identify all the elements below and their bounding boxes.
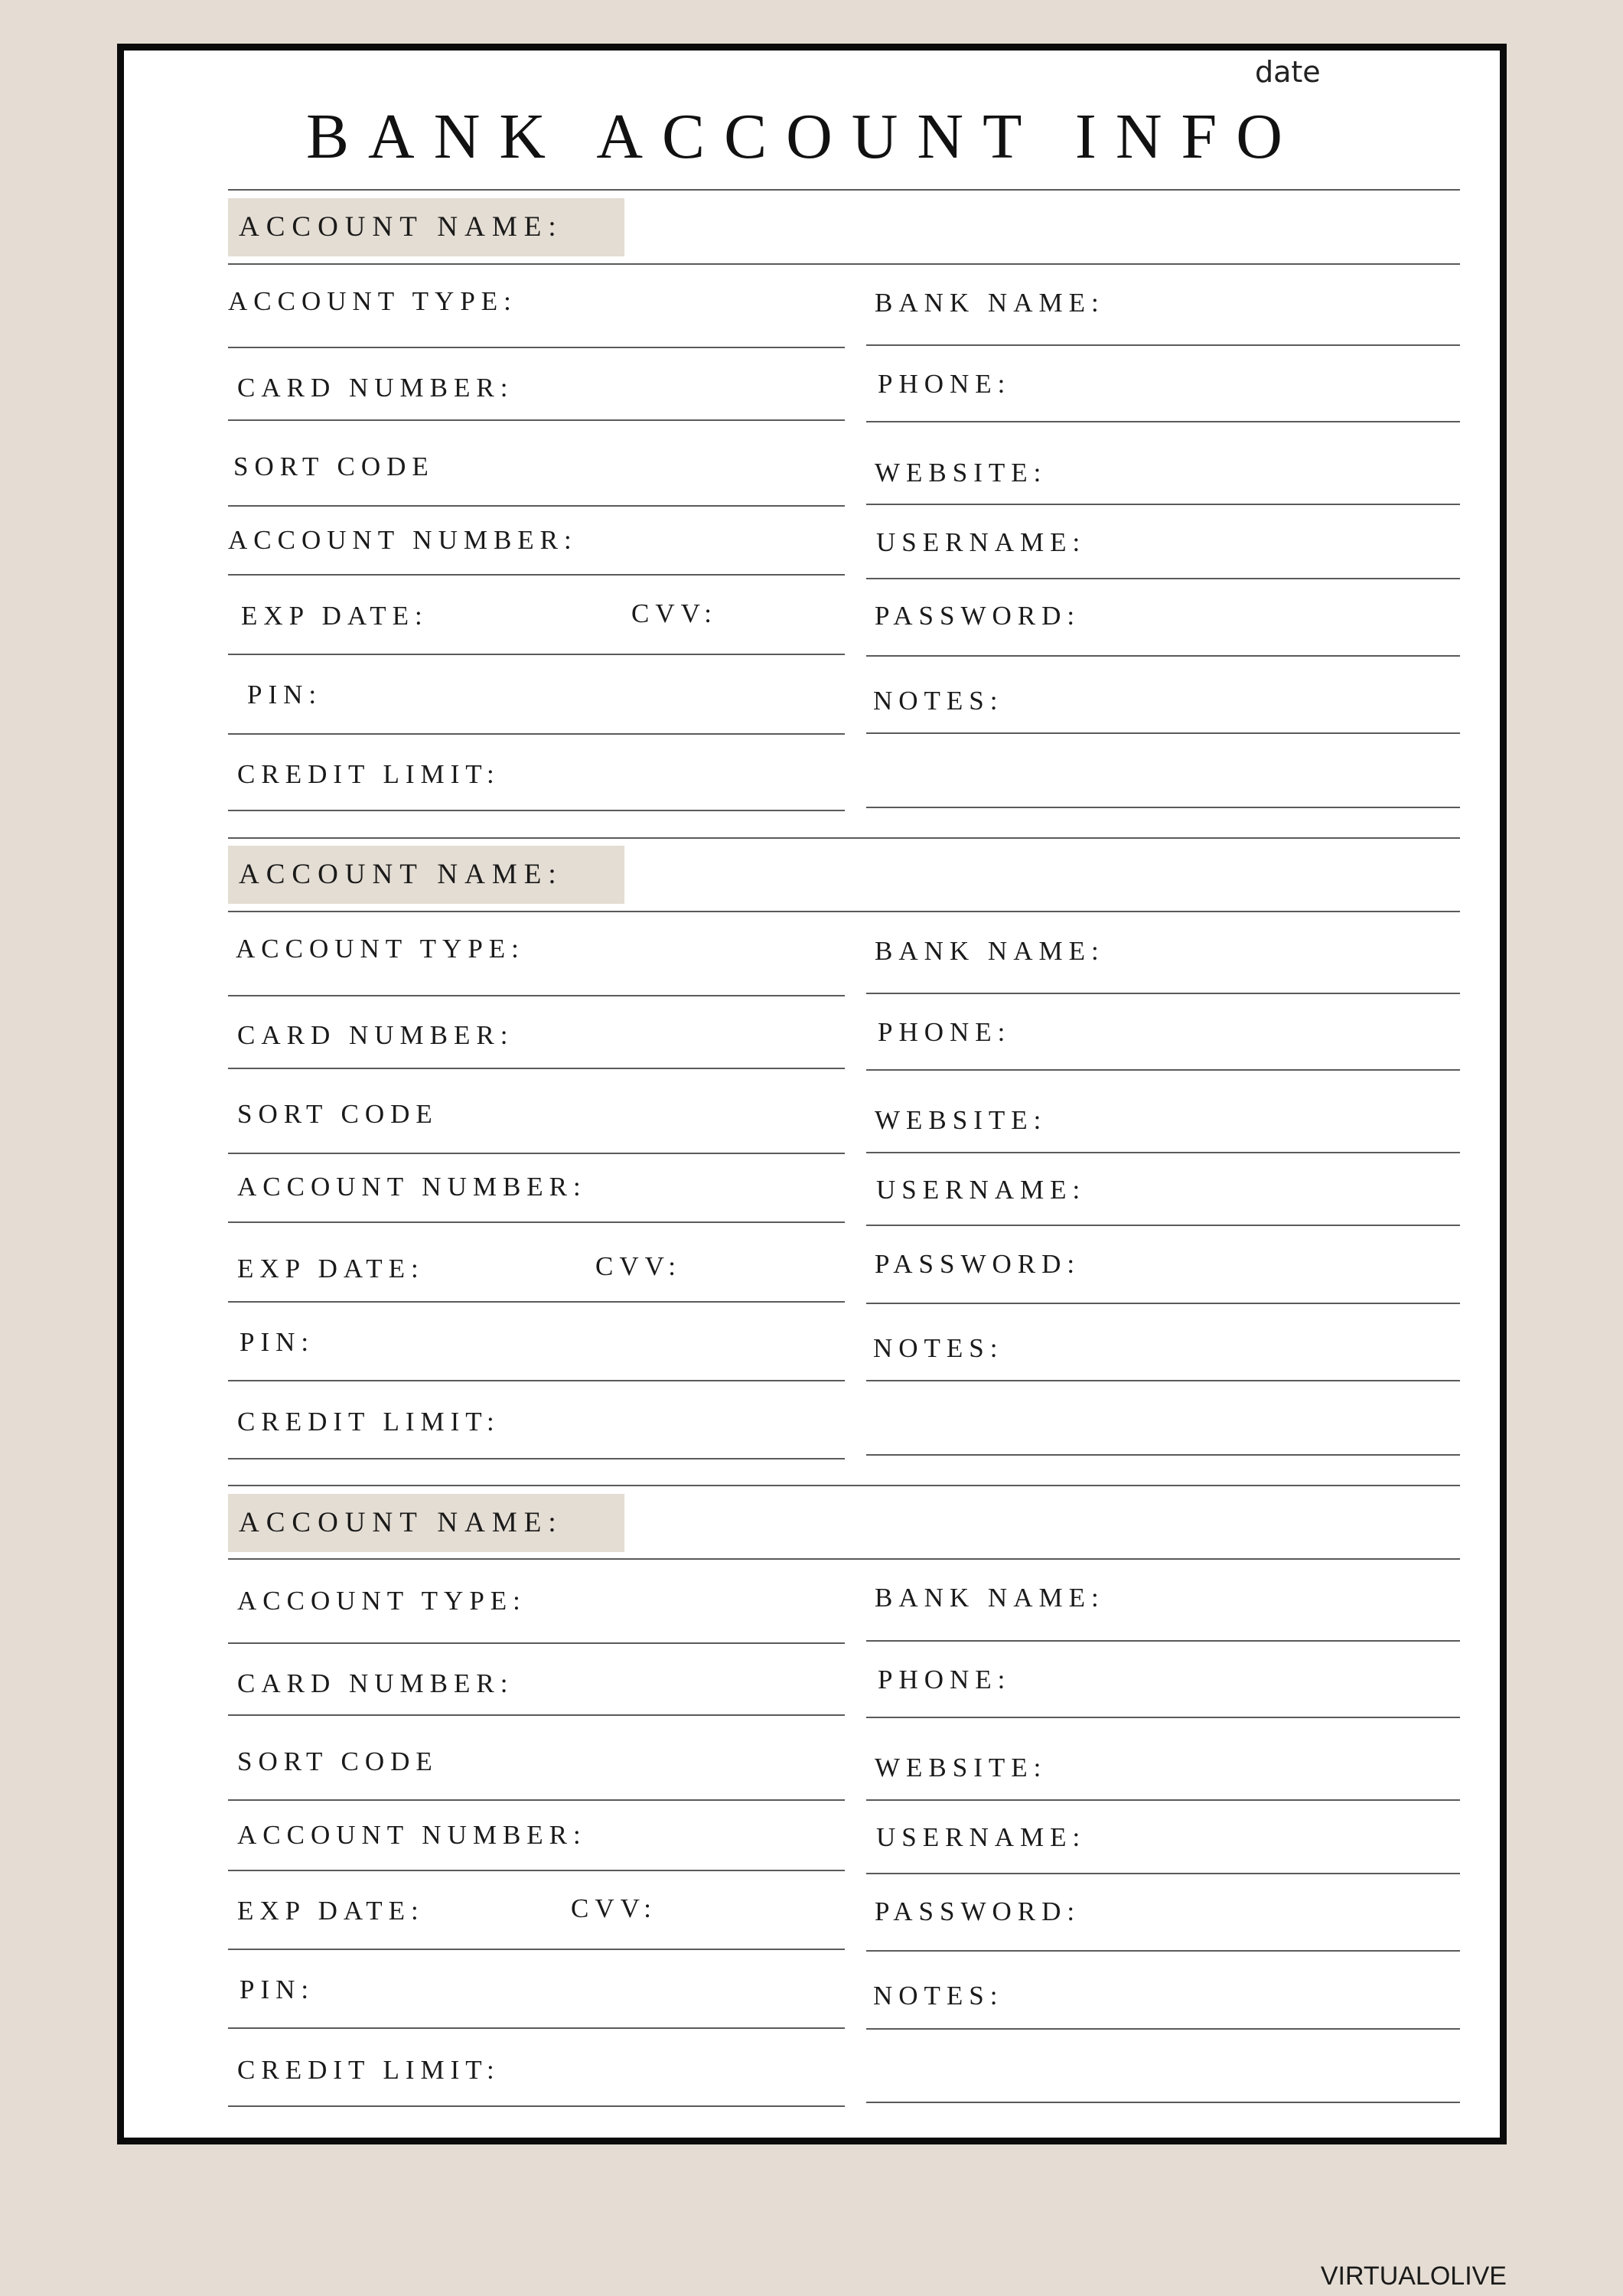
account-type-label: ACCOUNT TYPE:: [236, 934, 525, 964]
password-label: PASSWORD:: [875, 601, 1081, 631]
phone-line[interactable]: [866, 1717, 1460, 1718]
card-number-label: CARD NUMBER:: [237, 1668, 514, 1698]
brand-watermark: VIRTUALOLIVE: [1320, 2262, 1507, 2291]
website-label: WEBSITE:: [875, 1753, 1048, 1782]
title-divider: [228, 189, 1460, 191]
bank-name-line[interactable]: [866, 344, 1460, 346]
account-name-label: ACCOUNT NAME:: [239, 859, 563, 890]
account-number-label: ACCOUNT NUMBER:: [237, 1820, 587, 1850]
cvv-label: CVV:: [595, 1251, 683, 1281]
username-label: USERNAME:: [876, 1175, 1087, 1205]
section-divider: [228, 1558, 1460, 1560]
bank-name-label: BANK NAME:: [875, 288, 1105, 318]
exp-date-line[interactable]: [228, 1949, 845, 1950]
pin-label: PIN:: [240, 1327, 315, 1357]
website-label: WEBSITE:: [875, 1105, 1048, 1135]
account-type-line[interactable]: [228, 347, 845, 348]
card-number-line[interactable]: [228, 419, 845, 421]
phone-label: PHONE:: [878, 1017, 1012, 1047]
page-title: BANK ACCOUNT INFO: [306, 101, 1302, 172]
account-name-label: ACCOUNT NAME:: [239, 1507, 563, 1538]
sort-code-label: SORT CODE: [237, 1746, 438, 1776]
notes-label: NOTES:: [873, 1981, 1004, 2011]
sort-code-line[interactable]: [228, 1153, 845, 1154]
notes-line[interactable]: [866, 1380, 1460, 1381]
account-number-line[interactable]: [228, 1870, 845, 1871]
account-name-label: ACCOUNT NAME:: [239, 211, 563, 243]
password-label: PASSWORD:: [875, 1249, 1081, 1279]
exp-date-label: EXP DATE:: [237, 1254, 425, 1283]
exp-date-line[interactable]: [228, 1301, 845, 1303]
pin-label: PIN:: [240, 1975, 315, 2004]
account-type-line[interactable]: [228, 1642, 845, 1644]
bank-name-line[interactable]: [866, 1640, 1460, 1642]
sort-code-label: SORT CODE: [233, 452, 435, 481]
card-number-label: CARD NUMBER:: [237, 1020, 514, 1050]
section-separator: [228, 837, 1460, 839]
username-line[interactable]: [866, 1873, 1460, 1874]
phone-label: PHONE:: [878, 369, 1012, 399]
password-line[interactable]: [866, 655, 1460, 657]
bank-name-label: BANK NAME:: [875, 1583, 1105, 1613]
pin-label: PIN:: [247, 680, 323, 709]
credit-limit-line[interactable]: [228, 810, 845, 811]
section-divider: [228, 911, 1460, 912]
bank-name-label: BANK NAME:: [875, 936, 1105, 966]
exp-date-label: EXP DATE:: [241, 601, 429, 631]
account-name-field[interactable]: [228, 846, 624, 904]
account-type-label: ACCOUNT TYPE:: [237, 1586, 526, 1616]
credit-limit-label: CREDIT LIMIT:: [237, 1407, 500, 1437]
password-line[interactable]: [866, 1303, 1460, 1304]
account-type-label: ACCOUNT TYPE:: [228, 286, 517, 316]
account-name-field[interactable]: [228, 198, 624, 256]
notes-line[interactable]: [866, 1454, 1460, 1456]
credit-limit-label: CREDIT LIMIT:: [237, 759, 500, 789]
password-label: PASSWORD:: [875, 1896, 1081, 1926]
phone-label: PHONE:: [878, 1665, 1012, 1694]
account-name-field[interactable]: [228, 1494, 624, 1552]
card-number-line[interactable]: [228, 1714, 845, 1716]
cvv-label: CVV:: [631, 598, 719, 628]
account-number-line[interactable]: [228, 574, 845, 576]
pin-line[interactable]: [228, 2027, 845, 2029]
username-label: USERNAME:: [876, 1822, 1087, 1852]
date-label: date: [1255, 55, 1321, 89]
notes-label: NOTES:: [873, 686, 1004, 716]
notes-line[interactable]: [866, 2028, 1460, 2030]
section-separator: [228, 1485, 1460, 1486]
website-line[interactable]: [866, 1799, 1460, 1801]
website-line[interactable]: [866, 504, 1460, 505]
card-number-label: CARD NUMBER:: [237, 373, 514, 403]
credit-limit-line[interactable]: [228, 2105, 845, 2107]
pin-line[interactable]: [228, 1380, 845, 1381]
username-line[interactable]: [866, 1225, 1460, 1226]
credit-limit-label: CREDIT LIMIT:: [237, 2055, 500, 2085]
sort-code-line[interactable]: [228, 505, 845, 507]
credit-limit-line[interactable]: [228, 1458, 845, 1459]
username-label: USERNAME:: [876, 527, 1087, 557]
account-type-line[interactable]: [228, 995, 845, 996]
account-number-label: ACCOUNT NUMBER:: [228, 525, 578, 555]
username-line[interactable]: [866, 578, 1460, 579]
notes-line[interactable]: [866, 732, 1460, 734]
cvv-label: CVV:: [571, 1893, 658, 1923]
phone-line[interactable]: [866, 1069, 1460, 1071]
section-divider: [228, 263, 1460, 265]
sort-code-label: SORT CODE: [237, 1099, 438, 1129]
pin-line[interactable]: [228, 733, 845, 735]
notes-line[interactable]: [866, 2102, 1460, 2103]
exp-date-label: EXP DATE:: [237, 1896, 425, 1926]
password-line[interactable]: [866, 1950, 1460, 1952]
notes-line[interactable]: [866, 807, 1460, 808]
account-number-label: ACCOUNT NUMBER:: [237, 1172, 587, 1202]
exp-date-line[interactable]: [228, 654, 845, 655]
website-line[interactable]: [866, 1152, 1460, 1153]
sort-code-line[interactable]: [228, 1799, 845, 1801]
phone-line[interactable]: [866, 421, 1460, 422]
notes-label: NOTES:: [873, 1333, 1004, 1363]
bank-name-line[interactable]: [866, 993, 1460, 994]
website-label: WEBSITE:: [875, 458, 1048, 488]
card-number-line[interactable]: [228, 1068, 845, 1069]
account-number-line[interactable]: [228, 1221, 845, 1223]
